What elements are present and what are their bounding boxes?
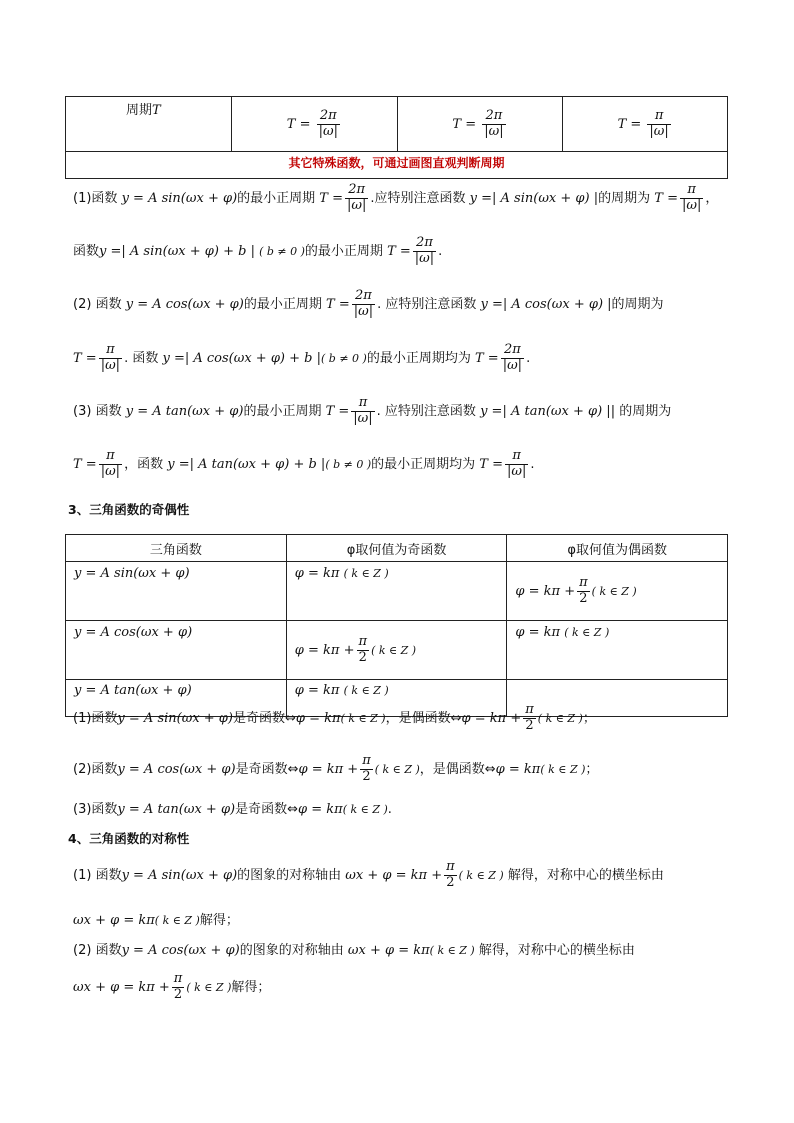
header-cell: 三角函数 (66, 535, 287, 562)
text: . (387, 802, 392, 817)
period-tan-cell: T = $\frac{\pi}{|\omega|}$ (563, 97, 728, 152)
section-4-heading: 4、三角函数的对称性 (68, 831, 190, 846)
frac-den: |ω| (100, 357, 121, 373)
marker: (1) (73, 867, 92, 883)
text: 的图象的对称轴由 (239, 943, 344, 958)
formula: y = A tan(ωx + φ) (74, 683, 192, 698)
para-1-line-1: (1)函数 y = A sin(ωx + φ)的最小正周期 T = $\frac{2\pi}{|\omega|}$ .应特别注意函数 y =| A sin(ωx + φ) |的周期为 T = $\frac{\pi}{|\omega|}$ ， (73, 182, 719, 213)
table-row (66, 97, 728, 152)
condition: ( k ∈ Z ) (343, 567, 389, 580)
text: 的最小正周期 (304, 243, 383, 259)
frac-num: 2π (348, 182, 366, 197)
frac-den: |ω| (347, 197, 367, 213)
para-2-line-2: T = $\frac{\pi}{|\omega|}$ . 函数 y =| A cos(ωx + φ) + b |( b ≠ 0 )的最小正周期均为 T = $\frac{2\pi}{|\omega|}$ . (73, 342, 531, 373)
formula: φ = kπ (295, 710, 341, 726)
frac-num: π (106, 448, 115, 463)
formula: y = A tan(ωx + φ) (125, 403, 244, 419)
text: 函数 (95, 403, 122, 419)
text: 的最小正周期 (243, 403, 322, 419)
para-3-line-1: (3) 函数 y = A tan(ωx + φ)的最小正周期 T = $\frac{\pi}{|\omega|}$ . 应特别注意函数 y =| A tan(ωx + φ) || 的周期为 (73, 395, 672, 426)
row-label-var: T (152, 103, 161, 118)
table-row (66, 621, 728, 680)
frac-den: |ω| (318, 123, 339, 139)
marker: (2) (73, 296, 92, 312)
condition: ( k ∈ Z ) (371, 643, 417, 657)
formula: φ = kπ (294, 566, 340, 581)
frac-den: |ω| (353, 410, 373, 426)
text: ，是偶函数⇔ (385, 710, 462, 726)
table-row (66, 535, 728, 562)
frac-num: 2π (485, 107, 503, 123)
frac-num: π (579, 574, 588, 590)
formula: φ = kπ + (298, 761, 359, 777)
text: 函数 (73, 243, 100, 259)
odd-cell (286, 621, 507, 680)
text: 解得； (199, 913, 239, 928)
func-cell (66, 621, 287, 680)
text: ； (585, 761, 599, 777)
special-note: 其它特殊函数，可通过画图直观判断周期 (66, 152, 728, 179)
text: . 函数 (124, 350, 159, 366)
condition: ( k ∈ Z ) (374, 762, 420, 776)
frac-num: π (446, 859, 455, 874)
formula: ωx + φ = kπ + (73, 979, 170, 995)
text: 函数 (91, 190, 118, 206)
text: 解得； (231, 979, 271, 995)
frac-den: |ω| (414, 250, 435, 266)
text: 解得，对称中心的横坐标由 (507, 867, 664, 883)
text: 的最小正周期 (243, 296, 322, 312)
condition: ( k ∈ Z ) (186, 980, 232, 994)
frac-den: |ω| (484, 123, 504, 139)
period-label-cell (66, 97, 232, 152)
frac-num: π (512, 448, 521, 463)
formula: y = A cos(ωx + φ) (121, 943, 240, 958)
text: . (438, 243, 443, 259)
frac-den: |ω| (353, 303, 374, 319)
formula: φ = kπ (515, 625, 561, 640)
symmetry-1-line-1 (73, 860, 664, 891)
text: 的周期为 (611, 296, 664, 312)
period-table (65, 96, 728, 179)
frac-den: 2 (173, 986, 183, 1002)
text: (1)函数 (73, 710, 118, 726)
frac-num: π (106, 342, 115, 357)
condition: ( b ≠ 0 ) (321, 351, 367, 365)
formula: φ = kπ (495, 761, 541, 777)
marker: (2) (73, 943, 92, 958)
text: . 应特别注意函数 (376, 403, 476, 419)
text: ， (705, 190, 719, 206)
frac-den: |ω| (502, 357, 523, 373)
table-row (66, 562, 728, 621)
formula: φ = kπ + (294, 642, 355, 658)
frac-den: 2 (362, 768, 371, 784)
para-1-line-2: 函数y =| A sin(ωx + φ) + b | ( b ≠ 0 )的最小正周期 T = $\frac{2\pi}{|\omega|}$ . (73, 235, 443, 266)
formula: y =| A sin(ωx + φ) | (469, 190, 599, 206)
table-row (66, 152, 728, 179)
formula: y = A cos(ωx + φ) (117, 761, 236, 777)
condition: ( k ∈ Z ) (343, 684, 389, 697)
formula: ωx + φ = kπ + (345, 867, 443, 883)
frac-den: |ω| (681, 197, 702, 213)
period-cos-cell: T = $\frac{2\pi}{|\omega|}$ (397, 97, 563, 152)
formula: φ = kπ + (515, 583, 576, 599)
formula: y = A tan(ωx + φ) (117, 802, 236, 817)
formula: φ = kπ (294, 683, 340, 698)
header-cell: φ取何值为偶函数 (507, 535, 728, 562)
text: . (526, 350, 531, 366)
para-2-line-1: (2) 函数 y = A cos(ωx + φ)的最小正周期 T = $\frac{2\pi}{|\omega|}$ . 应特别注意函数 y =| A cos(ωx + φ) |的周期为 (73, 288, 664, 319)
text: . (530, 456, 535, 472)
frac-den: |ω| (507, 463, 527, 479)
period-sin-cell: T = $\frac{2\pi}{|\omega|}$ (232, 97, 398, 152)
odd-cell (286, 562, 507, 621)
text: ； (582, 710, 596, 726)
marker: (3) (73, 403, 92, 419)
symmetry-2-line-2 (73, 972, 270, 1003)
formula: y = A sin(ωx + φ) (74, 566, 190, 581)
symmetry-1-line-2 (73, 909, 239, 928)
parity-table (65, 534, 728, 717)
condition: ( k ∈ Z ) (458, 868, 504, 882)
frac-num: π (654, 107, 664, 123)
text: 解得，对称中心的横坐标由 (478, 943, 635, 958)
para-3-line-2: T = $\frac{\pi}{|\omega|}$ ，函数 y =| A tan(ωx + φ) + b |( b ≠ 0 )的最小正周期均为 T = $\frac{\pi}{|\omega|}$ . (73, 448, 535, 479)
condition: ( k ∈ Z ) (342, 803, 388, 816)
frac-num: 2π (416, 235, 433, 250)
frac-num: π (687, 182, 696, 197)
text: 是奇函数⇔ (235, 802, 299, 817)
parity-line-3 (73, 798, 392, 817)
frac-num: 2π (319, 107, 337, 123)
even-cell (507, 562, 728, 621)
text: ，函数 (124, 456, 164, 472)
frac-den: 2 (446, 874, 455, 890)
formula: y =| A tan(ωx + φ) + b | (167, 456, 326, 472)
formula: y =| A tan(ωx + φ) | (480, 403, 611, 419)
frac-num: 2π (354, 288, 372, 303)
func-cell (66, 562, 287, 621)
condition: ( k ∈ Z ) (564, 626, 610, 639)
symmetry-2-line-1 (73, 939, 635, 958)
even-cell (507, 621, 728, 680)
text: 的图象的对称轴由 (237, 867, 342, 883)
formula: y =| A cos(ωx + φ) + b | (162, 350, 321, 366)
marker: (1) (73, 190, 92, 206)
formula: φ = kπ (298, 802, 343, 817)
frac-num: π (173, 971, 183, 986)
text: 函数 (95, 867, 122, 883)
condition: ( k ∈ Z ) (591, 584, 637, 598)
text: 的最小正周期均为 (366, 350, 471, 366)
parity-line-1 (73, 703, 596, 734)
condition: ( b ≠ 0 ) (325, 457, 372, 471)
text: 的最小正周期均为 (371, 456, 476, 472)
frac-den: 2 (579, 590, 588, 606)
text: 函数 (95, 943, 122, 958)
text: 的最小正周期 (237, 190, 316, 206)
condition: ( b ≠ 0 ) (259, 244, 305, 258)
frac-den: |ω| (649, 123, 669, 139)
text: 是奇函数⇔ (232, 710, 296, 726)
formula: ωx + φ = kπ (347, 943, 430, 958)
formula: y =| A cos(ωx + φ) | (480, 296, 612, 312)
formula: y = A sin(ωx + φ) (121, 867, 238, 883)
frac-num: π (358, 633, 368, 649)
frac-den: 2 (358, 649, 367, 665)
formula: y = A sin(ωx + φ) (117, 710, 233, 726)
parity-line-2 (73, 754, 598, 785)
header-cell: φ取何值为奇函数 (286, 535, 507, 562)
section-3-heading: 3、三角函数的奇偶性 (68, 502, 190, 517)
frac-num: π (525, 702, 534, 717)
frac-den: 2 (525, 717, 534, 733)
frac-den: |ω| (100, 463, 121, 479)
row-label: 周期 (126, 103, 153, 118)
frac-num: π (358, 395, 368, 410)
condition: ( k ∈ Z ) (540, 762, 586, 776)
text: 函数 (95, 296, 122, 312)
frac-num: 2π (503, 342, 521, 357)
frac-num: π (362, 753, 371, 768)
text: ，是偶函数⇔ (419, 761, 496, 777)
condition: ( k ∈ Z ) (340, 711, 386, 725)
formula: y =| A sin(ωx + φ) + b | (99, 243, 255, 259)
condition: ( k ∈ Z ) (429, 944, 475, 957)
text: (3)函数 (73, 802, 118, 817)
formula: φ = kπ + (461, 710, 522, 726)
formula: ωx + φ = kπ (73, 913, 155, 928)
text: 是奇函数⇔ (235, 761, 299, 777)
formula: y = A sin(ωx + φ) (121, 190, 238, 206)
condition: ( k ∈ Z ) (537, 711, 583, 725)
text: | 的周期为 (610, 403, 672, 419)
text: (2)函数 (73, 761, 118, 777)
text: .应特别注意函数 (370, 190, 466, 206)
text: 的周期为 (598, 190, 651, 206)
condition: ( k ∈ Z ) (154, 914, 200, 927)
formula: y = A cos(ωx + φ) (125, 296, 244, 312)
text: . 应特别注意函数 (377, 296, 477, 312)
formula: y = A cos(ωx + φ) (74, 625, 193, 640)
